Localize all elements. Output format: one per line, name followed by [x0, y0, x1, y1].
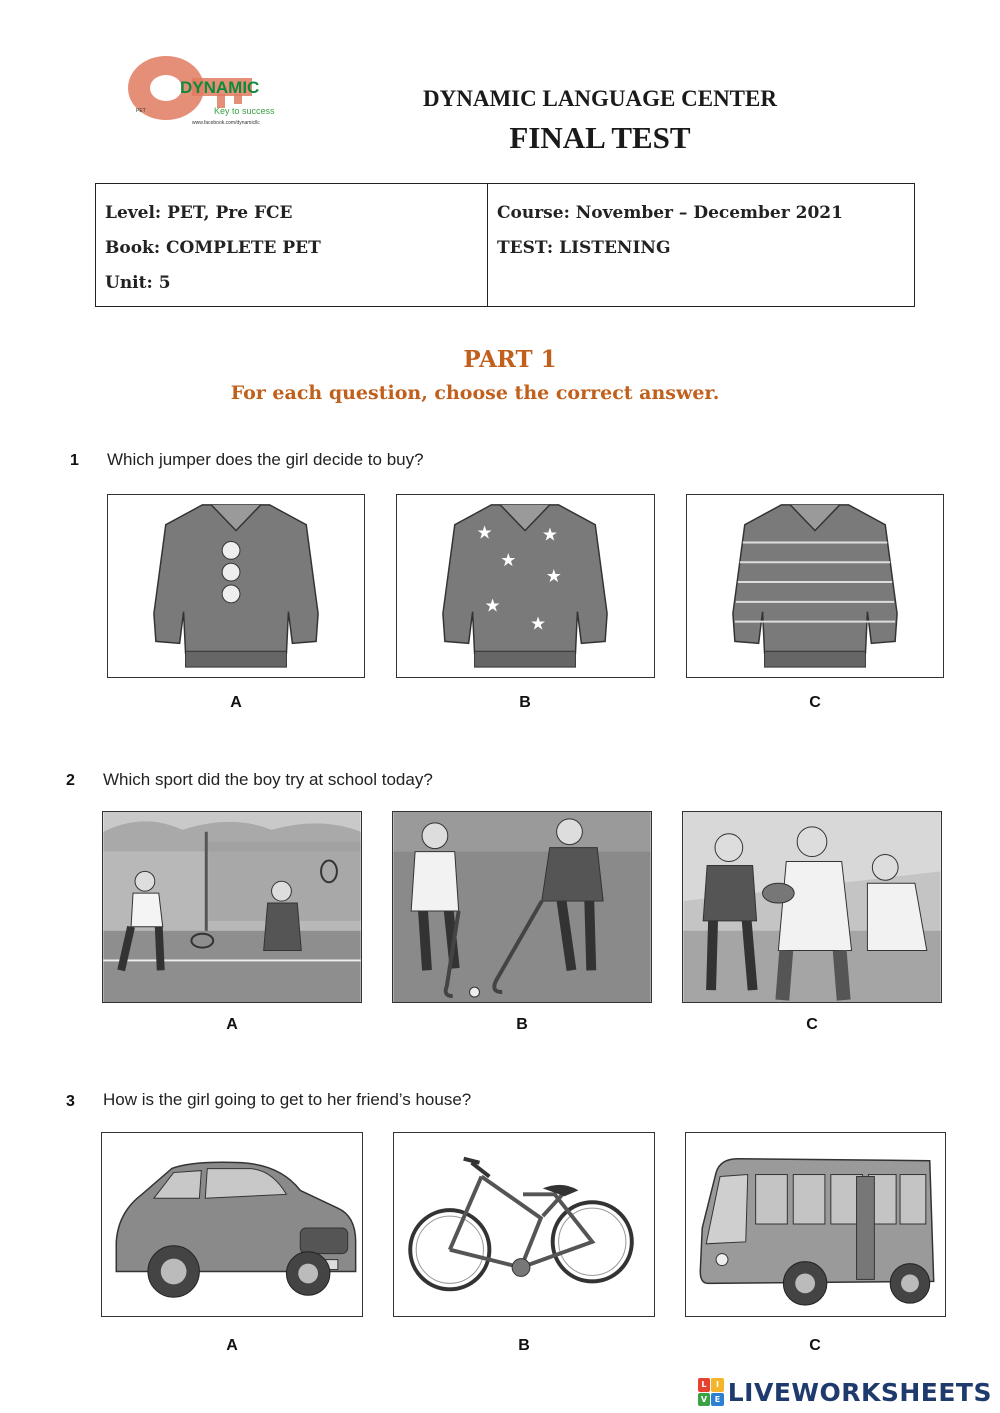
jumper-buttons-icon [108, 495, 364, 677]
info-test: TEST: LISTENING [497, 238, 671, 258]
svg-text:★: ★ [545, 566, 562, 588]
q3-option-b-label: B [518, 1337, 530, 1354]
watermark-text: LIVEWORKSHEETS [727, 1377, 992, 1407]
q1-option-a-image[interactable] [107, 494, 365, 678]
question-1-number: 1 [70, 452, 79, 469]
liveworksheets-watermark [698, 1374, 992, 1410]
info-course: Course: November – December 2021 [497, 203, 843, 223]
svg-text:★: ★ [476, 522, 493, 544]
q2-option-b-label: B [516, 1016, 528, 1033]
svg-text:★: ★ [484, 595, 501, 617]
info-book: Book: COMPLETE PET [105, 238, 321, 258]
q3-option-a-label: A [226, 1337, 238, 1354]
info-table-divider [487, 183, 488, 307]
q3-option-c-label: C [809, 1337, 821, 1354]
bus-icon [686, 1133, 945, 1316]
part-instruction: For each question, choose the correct answer. [230, 382, 720, 404]
svg-text:★: ★ [529, 613, 546, 635]
q3-option-a-image[interactable] [101, 1132, 363, 1317]
rugby-scene-icon [683, 812, 941, 1002]
question-2-number: 2 [66, 772, 75, 789]
question-2-text: Which sport did the boy try at school today? [103, 770, 433, 789]
q2-option-c-image[interactable] [682, 811, 942, 1003]
svg-text:PET: PET [136, 108, 146, 114]
q1-option-b-label: B [519, 694, 531, 711]
part-title: PART 1 [463, 346, 557, 373]
logo-url: www.facebook.com/dynamicllc [192, 120, 260, 126]
q2-option-a-label: A [226, 1016, 238, 1033]
q1-option-c-image[interactable] [686, 494, 944, 678]
liveworksheets-logo-icon: L I V E [698, 1378, 724, 1406]
logo-brand: DYNAMIC [180, 78, 260, 97]
q1-option-a-label: A [230, 694, 242, 711]
badminton-scene-icon [103, 812, 361, 1002]
q3-option-b-image[interactable] [393, 1132, 655, 1317]
jumper-stars-icon [397, 495, 654, 677]
hockey-scene-icon [393, 812, 651, 1002]
question-3-text: How is the girl going to get to her friend’s house? [103, 1090, 472, 1109]
svg-text:★: ★ [541, 524, 558, 546]
question-1-text: Which jumper does the girl decide to buy? [107, 450, 424, 469]
jumper-stripes-icon [687, 495, 943, 677]
q2-option-a-image[interactable] [102, 811, 362, 1003]
q2-option-b-image[interactable] [392, 811, 652, 1003]
info-level: Level: PET, Pre FCE [105, 203, 293, 223]
q1-option-c-label: C [809, 694, 821, 711]
q3-option-c-image[interactable] [685, 1132, 946, 1317]
question-3-number: 3 [66, 1093, 75, 1110]
car-icon [102, 1133, 362, 1316]
logo-slogan: Key to success [214, 106, 275, 116]
q2-option-c-label: C [806, 1016, 818, 1033]
bicycle-icon [394, 1133, 654, 1316]
test-title: FINAL TEST [509, 120, 691, 155]
center-name: DYNAMIC LANGUAGE CENTER [423, 86, 777, 111]
q1-option-b-image[interactable] [396, 494, 655, 678]
info-unit: Unit: 5 [105, 273, 171, 293]
svg-text:★: ★ [500, 550, 517, 572]
dynamic-logo [122, 48, 294, 136]
